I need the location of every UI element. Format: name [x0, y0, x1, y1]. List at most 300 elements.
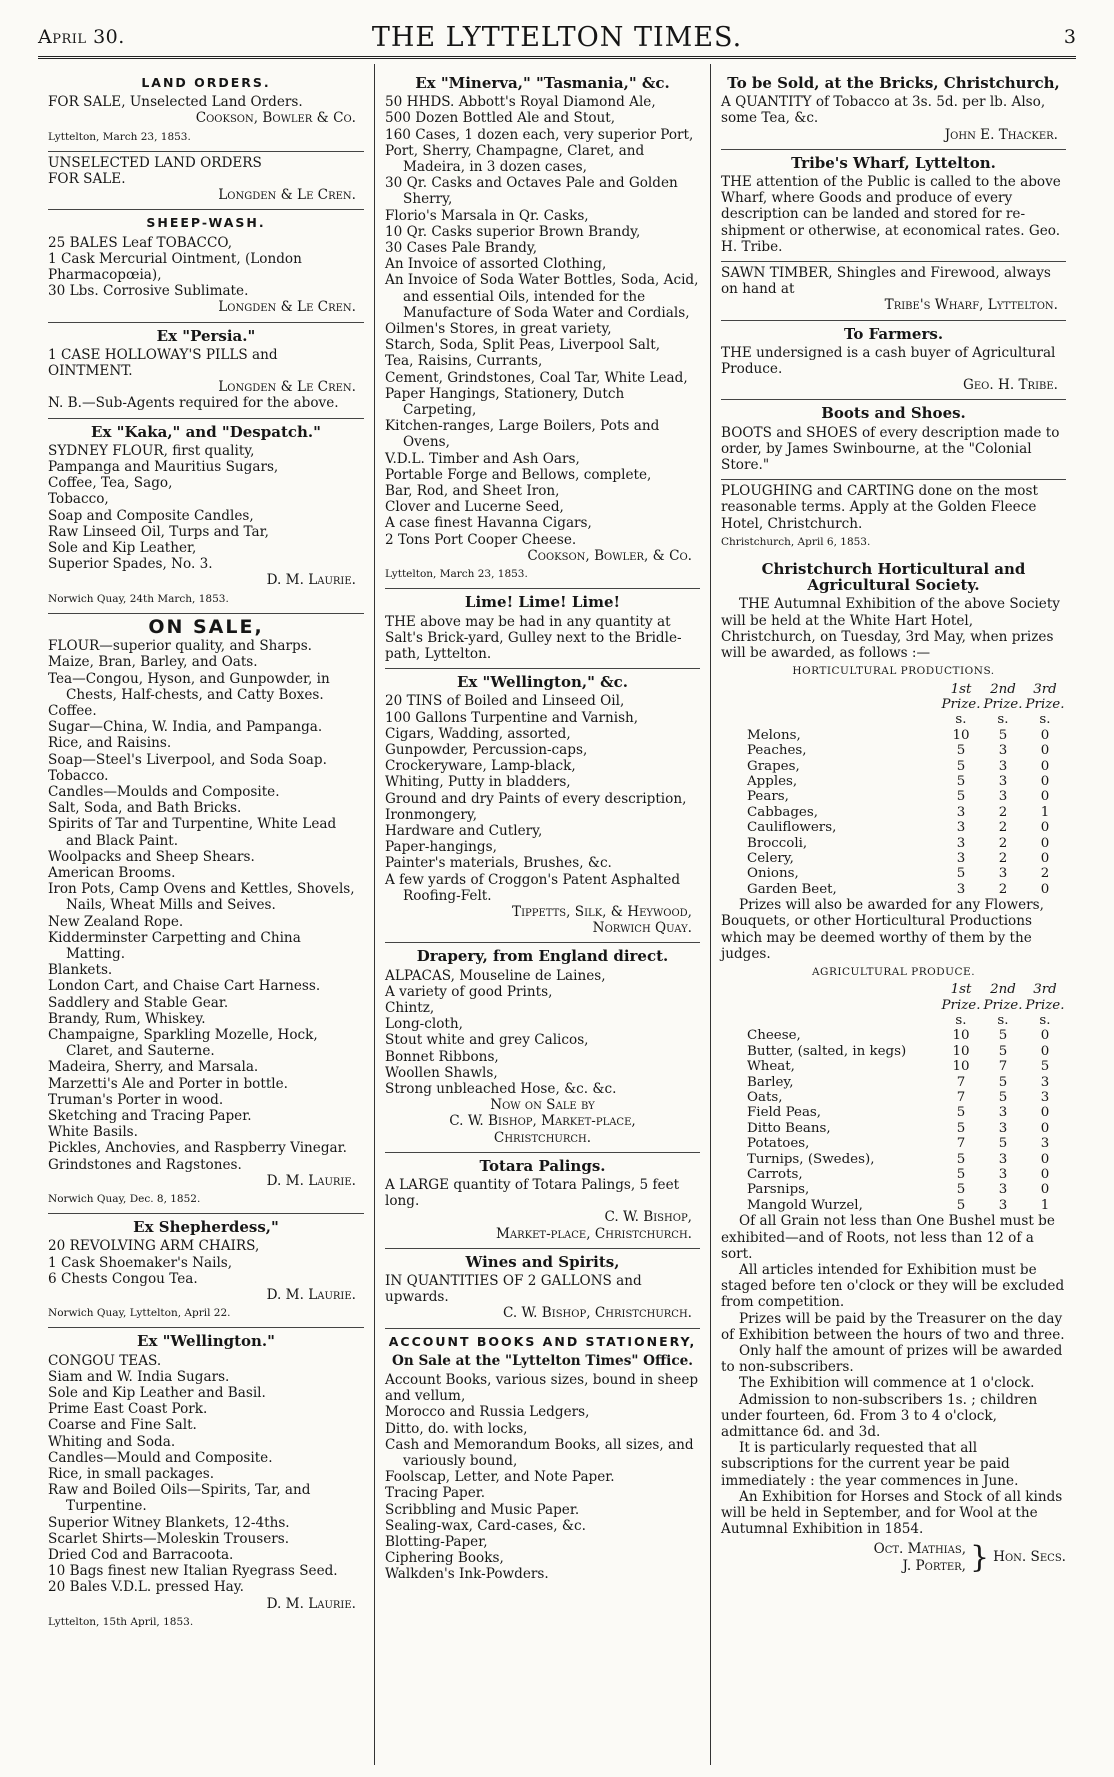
advertisement	[721, 70, 1066, 150]
prize-amount: 0	[1040, 835, 1050, 851]
ad-line: SYDNEY FLOUR, first quality,	[48, 442, 255, 459]
advertisement	[48, 419, 364, 614]
prize-amount: 2	[998, 881, 1008, 897]
ad-line: Tea—Congou, Hyson, and Gunpowder, in Chests, Half-chests, and Catty Boxes.	[48, 670, 330, 703]
prize-amount: 5	[956, 1105, 966, 1121]
prize-amount: 5	[998, 1043, 1008, 1059]
table-row	[721, 1167, 1066, 1182]
ad-line: OINTMENT.	[48, 363, 133, 380]
table-row	[721, 743, 1066, 758]
produce-name: Turnips, (Swedes),	[747, 1151, 875, 1167]
table-header-blank	[721, 697, 940, 712]
ad-line: ALPACAS, Mouseline de Laines,	[385, 967, 606, 984]
ad-line: Tobacco,	[48, 491, 109, 508]
prize-amount: 0	[1040, 881, 1050, 897]
prize-amount: 10	[952, 1059, 970, 1075]
ad-line: Candles—Mould and Composite.	[48, 1449, 273, 1466]
ad-line: Clover and Lucerne Seed,	[385, 499, 564, 516]
ad-line: 10 Bags finest new Italian Ryegrass Seed.	[48, 1563, 338, 1580]
ad-heading: Boots and Shoes.	[821, 404, 966, 423]
ad-line: Cement, Grindstones, Coal Tar, White Lead,	[385, 369, 688, 386]
ad-line: 160 Cases, 1 dozen each, very superior Port,	[385, 126, 694, 143]
secretaries-signature	[721, 1541, 1066, 1573]
ad-heading: ON SALE,	[148, 615, 264, 638]
ad-line: IN QUANTITIES OF 2 GALLONS and upwards.	[385, 1273, 642, 1306]
prize-rank: 2nd	[990, 982, 1016, 998]
ad-line: FLOUR—superior quality, and Sharps.	[48, 638, 313, 655]
ad-line: 50 HHDS. Abbott's Royal Diamond Ale,	[385, 94, 656, 111]
prize-amount: 10	[952, 1028, 970, 1044]
table-row	[721, 1152, 1066, 1167]
ad-line: New Zealand Rope.	[48, 913, 184, 930]
ad-line: 30 Cases Pale Brandy,	[385, 240, 538, 257]
rule-paragraph: Only half the amount of prizes will be awarded to non-subscribers.	[721, 1342, 1063, 1376]
rule-paragraph: Of all Grain not less than One Bushel must be exhibited—and of Roots, not less than 12 of a sort.	[721, 1213, 1055, 1262]
ad-line: Whiting and Soda.	[48, 1433, 176, 1450]
ad-heading: Ex "Kaka," and "Despatch."	[91, 422, 321, 441]
prize-label: Prize.	[1025, 696, 1065, 712]
prize-amount: 5	[998, 1074, 1008, 1090]
horticultural-section-title: HORTICULTURAL PRODUCTIONS.	[792, 665, 995, 678]
table-row	[721, 805, 1066, 820]
ad-line: Sole and Kip Leather and Basil.	[48, 1385, 266, 1402]
produce-name: Melons,	[747, 727, 801, 743]
prize-label: Prize.	[983, 997, 1023, 1013]
rule-paragraph: The Exhibition will commence at 1 o'clock.	[739, 1375, 1035, 1392]
ad-signature: Tribe's Wharf, Lyttelton.	[884, 297, 1058, 314]
table-unit-row	[721, 712, 1066, 727]
prize-amount: 3	[956, 850, 966, 866]
rule-paragraph: All articles intended for Exhibition must be staged before ten o'clock or they will be excluded from competition.	[721, 1261, 1065, 1311]
rule-paragraph: An Exhibition for Horses and Stock of all kinds will be held in September, and for Wool at the Autumnal Exhibition in 1854.	[721, 1488, 1063, 1538]
table-row	[721, 1182, 1066, 1197]
ad-line: Coffee.	[48, 702, 97, 719]
prize-amount: 10	[952, 727, 970, 743]
ad-line: Tobacco.	[48, 767, 109, 784]
ad-line: Blankets.	[48, 962, 113, 979]
table-header-row	[721, 998, 1066, 1013]
prize-rank: 3rd	[1033, 681, 1057, 697]
ad-line: 30 Qr. Casks and Octaves Pale and Golden Sherry,	[385, 175, 678, 208]
advertisement	[48, 210, 364, 322]
ad-line: Woolpacks and Sheep Shears.	[48, 848, 255, 865]
produce-name: Ditto Beans,	[747, 1120, 831, 1136]
advertisement	[385, 589, 700, 669]
ad-line: Raw and Boiled Oils—Spirits, Tar, and Turpentine.	[48, 1482, 311, 1515]
prize-amount: 0	[1040, 1120, 1050, 1136]
ad-line: 20 REVOLVING ARM CHAIRS,	[48, 1238, 260, 1255]
advertisement	[385, 1153, 700, 1249]
ad-line: Whiting, Putty in bladders,	[385, 774, 571, 791]
ad-line: Truman's Porter in wood.	[48, 1091, 224, 1108]
table-row	[721, 882, 1066, 897]
prize-amount: 0	[1040, 1028, 1050, 1044]
ad-heading: Totara Palings.	[479, 1156, 606, 1175]
ad-line: Crockeryware, Lamp-black,	[385, 758, 576, 775]
prize-amount: 0	[1040, 1167, 1050, 1183]
prize-amount: 3	[1040, 1136, 1050, 1152]
advertisement	[48, 614, 364, 1214]
column-3	[710, 64, 1076, 1765]
ad-line: Soap—Steel's Liverpool, and Soda Soap.	[48, 751, 327, 768]
prize-amount: 2	[998, 820, 1008, 836]
table-row	[721, 1090, 1066, 1105]
prize-amount: 0	[1040, 1105, 1050, 1121]
prize-rank: 1st	[950, 982, 972, 998]
prize-amount: 3	[956, 820, 966, 836]
prize-amount: 0	[1040, 789, 1050, 805]
ad-line: Sole and Kip Leather,	[48, 540, 197, 557]
ad-line: Starch, Soda, Split Peas, Liverpool Salt,	[385, 337, 661, 354]
prize-amount: 7	[956, 1090, 966, 1106]
ad-heading: ACCOUNT BOOKS AND STATIONERY,	[388, 1333, 697, 1349]
ad-dateline: Lyttelton, March 23, 1853.	[385, 568, 528, 581]
prize-amount: 3	[998, 1167, 1008, 1183]
advertisement	[721, 480, 1066, 556]
ad-line: Ground and dry Paints of every description,	[385, 790, 687, 807]
ad-line: Spirits of Tar and Turpentine, White Lead and Black Paint.	[48, 816, 337, 849]
ad-signature: Tippetts, Silk, & Heywood,	[512, 903, 692, 920]
ad-heading: LAND ORDERS.	[141, 75, 271, 90]
ad-line: Rice, and Raisins.	[48, 735, 172, 752]
produce-name: Barley,	[747, 1074, 794, 1090]
prize-amount: 3	[998, 866, 1008, 882]
prize-amount: 5	[956, 1120, 966, 1136]
prize-amount: 10	[952, 1043, 970, 1059]
ad-line: Madeira, Sherry, and Marsala.	[48, 1059, 259, 1076]
flowers-note: Prizes will also be awarded for any Flowers, Bouquets, or other Horticultural Productions which may be deemed worthy of them by the judges.	[721, 897, 1044, 962]
table-unit-row	[721, 1013, 1066, 1028]
prize-amount: 0	[1040, 758, 1050, 774]
table-row	[721, 1121, 1066, 1136]
table-header-row	[721, 682, 1066, 697]
ad-line: Port, Sherry, Champagne, Claret, and Madeira, in 3 dozen cases,	[385, 142, 645, 176]
table-row	[721, 1105, 1066, 1120]
prize-amount: 7	[998, 1059, 1008, 1075]
masthead	[38, 22, 1076, 56]
ad-line: Foolscap, Letter, and Note Paper.	[385, 1469, 615, 1486]
ad-line: Siam and W. India Sugars.	[48, 1368, 230, 1385]
ad-dateline: Norwich Quay, Lyttelton, April 22.	[48, 1307, 231, 1320]
ad-seller: Now on Sale by	[490, 1097, 595, 1114]
ad-heading: To be Sold, at the Bricks, Christchurch,	[727, 74, 1060, 92]
prize-amount: 2	[1040, 866, 1050, 882]
ad-line: BOOTS and SHOES of every description made to order, by James Swinbourne, at the "Colonial Store."	[721, 424, 1060, 474]
ad-line: Long-cloth,	[385, 1016, 463, 1033]
table-row	[721, 1136, 1066, 1151]
ad-signature: D. M. Laurie.	[266, 1595, 356, 1612]
prize-amount: 3	[956, 835, 966, 851]
ad-line: CONGOU TEAS.	[48, 1352, 162, 1369]
ad-line: V.D.L. Timber and Ash Oars,	[385, 450, 580, 467]
prize-amount: 3	[998, 1151, 1008, 1167]
ad-line: White Basils.	[48, 1124, 138, 1141]
ad-heading: Ex "Minerva," "Tasmania," &c.	[415, 74, 670, 92]
ad-line: Scribbling and Music Paper.	[385, 1501, 580, 1518]
ad-line: Cash and Memorandum Books, all sizes, and variously bound,	[385, 1436, 694, 1470]
advertisement	[721, 400, 1066, 480]
table-row	[721, 836, 1066, 851]
ad-line: Brandy, Rum, Whiskey.	[48, 1010, 206, 1027]
ad-seller: Christchurch.	[493, 1129, 592, 1146]
advertisement	[385, 669, 700, 943]
ad-line: 10 Qr. Casks superior Brown Brandy,	[385, 223, 641, 240]
ad-note: N. B.—Sub-Agents required for the above.	[48, 395, 339, 412]
produce-name: Cabbages,	[747, 804, 818, 820]
ad-line: Bonnet Ribbons,	[385, 1048, 499, 1065]
prize-amount: 3	[998, 789, 1008, 805]
prize-amount: 0	[1040, 743, 1050, 759]
prize-label: Prize.	[941, 997, 981, 1013]
ad-line: 1 CASE HOLLOWAY'S PILLS and	[48, 346, 278, 363]
page-number: 3	[1063, 26, 1076, 48]
unit-shillings: s.	[955, 712, 967, 728]
ad-signature: Longden & Le Cren.	[218, 299, 356, 316]
prize-amount: 2	[998, 850, 1008, 866]
ad-line: An Invoice of assorted Clothing,	[385, 256, 607, 273]
prize-amount: 5	[956, 866, 966, 882]
ad-heading: SHEEP-WASH.	[146, 215, 266, 231]
ad-line: Raw Linseed Oil, Turps and Tar,	[48, 523, 269, 540]
ad-line: Kidderminster Carpetting and China Matting.	[48, 929, 301, 962]
advertisement	[48, 1328, 364, 1636]
prize-label: Prize.	[1025, 997, 1065, 1013]
table-row	[721, 789, 1066, 804]
ad-heading: Tribe's Wharf, Lyttelton.	[791, 153, 996, 172]
produce-name: Onions,	[747, 866, 799, 882]
ad-line: Gunpowder, Percussion-caps,	[385, 741, 588, 758]
ad-line: Blotting-Paper,	[385, 1534, 488, 1551]
rule-paragraph: Prizes will be paid by the Treasurer on the day of Exhibition between the hours of two and three.	[721, 1310, 1065, 1343]
agricultural-prize-table	[721, 982, 1066, 1213]
ad-line: Florio's Marsala in Qr. Casks,	[385, 207, 589, 224]
prize-amount: 5	[956, 1197, 966, 1213]
prize-amount: 5	[956, 758, 966, 774]
prize-amount: 3	[1040, 1074, 1050, 1090]
prize-amount: 3	[998, 743, 1008, 759]
secretary-2: J. Porter,	[902, 1557, 967, 1574]
ad-line: Walkden's Ink-Powders.	[385, 1566, 549, 1583]
prize-amount: 5	[998, 1136, 1008, 1152]
prize-amount: 0	[1040, 850, 1050, 866]
ad-line: Grindstones and Ragstones.	[48, 1156, 242, 1173]
prize-amount: 5	[956, 773, 966, 789]
ad-line: A case finest Havanna Cigars,	[385, 515, 592, 532]
prize-amount: 5	[998, 1090, 1008, 1106]
ad-dateline: Lyttelton, March 23, 1853.	[48, 130, 191, 143]
ad-signature: C. W. Bishop,	[604, 1209, 692, 1226]
advertisement	[48, 323, 364, 419]
ad-line: A LARGE quantity of Totara Palings, 5 feet long.	[385, 1177, 680, 1210]
ad-dateline: Norwich Quay, 24th March, 1853.	[48, 592, 229, 605]
table-header-blank	[721, 1013, 940, 1028]
ad-heading: Ex "Persia."	[156, 326, 256, 345]
table-row	[721, 851, 1066, 866]
table-row	[721, 774, 1066, 789]
ad-signature: Cookson, Bowler & Co.	[195, 110, 356, 127]
produce-name: Butter, (salted, in kegs)	[747, 1043, 907, 1059]
prize-amount: 5	[998, 1028, 1008, 1044]
ad-line: FOR SALE, Unselected Land Orders.	[48, 94, 303, 111]
prize-amount: 5	[956, 789, 966, 805]
ad-line: Soap and Composite Candles,	[48, 507, 254, 524]
ad-line: 20 TINS of Boiled and Linseed Oil,	[385, 693, 625, 710]
ad-line: Tea, Raisins, Currants,	[385, 353, 543, 370]
ad-line: 100 Gallons Turpentine and Varnish,	[385, 709, 639, 726]
ad-signature-address: Market-place, Christchurch.	[495, 1225, 692, 1242]
ad-line: THE above may be had in any quantity at Salt's Brick-yard, Gulley next to the Bridle-path, Lyttelton.	[385, 613, 682, 662]
hon-secs-label: Hon. Secs.	[993, 1549, 1066, 1566]
prize-amount: 5	[956, 1182, 966, 1198]
prize-amount: 5	[956, 743, 966, 759]
prize-amount: 2	[998, 835, 1008, 851]
ad-seller: C. W. Bishop, Market-place,	[449, 1113, 636, 1130]
ad-line: THE undersigned is a cash buyer of Agricultural Produce.	[721, 344, 1056, 378]
prize-rank: 2nd	[990, 681, 1016, 697]
ad-line: UNSELECTED LAND ORDERS	[48, 154, 262, 171]
ad-signature: D. M. Laurie.	[266, 1172, 356, 1189]
advertisement	[48, 70, 364, 152]
advertisement	[48, 1214, 364, 1328]
produce-name: Field Peas,	[747, 1105, 822, 1121]
unit-shillings: s.	[1039, 712, 1051, 728]
ad-heading: Lime! Lime! Lime!	[464, 593, 621, 612]
produce-name: Wheat,	[747, 1059, 795, 1075]
ad-line: Ciphering Books,	[385, 1550, 504, 1567]
ad-line: Account Books, various sizes, bound in sheep and vellum,	[385, 1372, 699, 1405]
table-header-blank	[721, 682, 940, 697]
prize-label: Prize.	[983, 696, 1023, 712]
ad-line: A QUANTITY of Tobacco at 3s. 5d. per lb. Also, some Tea, &c.	[721, 94, 1046, 127]
prize-rank: 1st	[950, 681, 972, 697]
prize-amount: 7	[956, 1074, 966, 1090]
society-intro: THE Autumnal Exhibition of the above Society will be held at the White Hart Hotel, Christchurch, on Tuesday, 3rd May, when prizes will be awarded, as follows :—	[721, 596, 1060, 662]
ad-signature: C. W. Bishop, Christchurch.	[502, 1305, 692, 1322]
prize-amount: 5	[956, 1167, 966, 1183]
ad-line: Saddlery and Stable Gear.	[48, 994, 229, 1011]
ad-line: 20 Bales V.D.L. pressed Hay.	[48, 1579, 244, 1596]
rule-paragraph: Admission to non-subscribers 1s. ; children under fourteen, 6d. From 3 to 4 o'clock, admittance 6d. and 3d.	[721, 1391, 1038, 1440]
ad-heading: Ex Shepherdess,"	[133, 1218, 279, 1237]
ad-line: A few yards of Croggon's Patent Asphalted Roofing-Felt.	[385, 871, 681, 904]
advertisement	[48, 152, 364, 211]
ad-signature: Cookson, Bowler, & Co.	[527, 547, 692, 564]
ad-line: Salt, Soda, and Bath Bricks.	[48, 800, 242, 817]
ad-subheading: On Sale at the "Lyttelton Times" Office.	[392, 1352, 693, 1369]
produce-name: Apples,	[747, 773, 798, 789]
produce-name: Pears,	[747, 789, 789, 805]
table-row	[721, 866, 1066, 881]
prize-amount: 5	[956, 1151, 966, 1167]
ad-line: Dried Cod and Barracoota.	[48, 1547, 234, 1564]
ad-heading: To Farmers.	[843, 324, 944, 343]
table-row	[721, 759, 1066, 774]
ad-line: FOR SALE.	[48, 171, 126, 188]
rule-paragraph: It is particularly requested that all subscriptions for the current year be paid immediately : the year commences in June.	[721, 1440, 1019, 1489]
ad-line: Tracing Paper.	[385, 1485, 486, 1502]
ad-signature-address: Norwich Quay.	[592, 920, 692, 937]
prize-amount: 3	[998, 773, 1008, 789]
prize-amount: 2	[998, 804, 1008, 820]
prize-amount: 1	[1040, 804, 1050, 820]
ad-line: Superior Witney Blankets, 12-4ths.	[48, 1514, 290, 1531]
ad-signature: D. M. Laurie.	[266, 1287, 356, 1304]
ad-line: Morocco and Russia Ledgers,	[385, 1404, 590, 1421]
ad-line: A variety of good Prints,	[385, 983, 553, 1000]
ad-signature: Geo. H. Tribe.	[962, 377, 1058, 394]
horticultural-prize-table	[721, 682, 1066, 898]
prize-amount: 3	[956, 804, 966, 820]
prize-amount: 3	[998, 758, 1008, 774]
page-columns	[38, 64, 1076, 1765]
ad-line: Painter's materials, Brushes, &c.	[385, 855, 612, 872]
unit-shillings: s.	[1039, 1013, 1051, 1029]
advertisement	[385, 943, 700, 1152]
newspaper-title: THE LYTTELTON TIMES.	[371, 22, 743, 53]
ad-line: Ironmongery,	[385, 806, 478, 823]
ad-line: 6 Chests Congou Tea.	[48, 1270, 198, 1287]
advertisement	[721, 150, 1066, 262]
prize-amount: 1	[1040, 1197, 1050, 1213]
table-header-blank	[721, 982, 940, 997]
ad-line: Marzetti's Ale and Porter in bottle.	[48, 1075, 289, 1092]
ad-line: Bar, Rod, and Sheet Iron,	[385, 483, 560, 500]
ad-line: Scarlet Shirts—Moleskin Trousers.	[48, 1530, 290, 1547]
table-row	[721, 1028, 1066, 1043]
produce-name: Celery,	[747, 850, 794, 866]
prize-label: Prize.	[941, 696, 981, 712]
ad-dateline: Norwich Quay, Dec. 8, 1852.	[48, 1193, 201, 1205]
table-row	[721, 1198, 1066, 1213]
brace: }	[970, 1539, 990, 1575]
ad-line: Paper-hangings,	[385, 839, 497, 856]
prize-amount: 0	[1040, 820, 1050, 836]
advertisement	[385, 1329, 700, 1589]
ad-line: Prime East Coast Pork.	[48, 1401, 208, 1418]
ad-line: Pickles, Anchovies, and Raspberry Vinegar.	[48, 1140, 347, 1157]
prize-amount: 3	[998, 1120, 1008, 1136]
ad-line: Iron Pots, Camp Ovens and Kettles, Shovels, Nails, Wheat Mills and Seives.	[48, 881, 355, 914]
ad-line: Chintz,	[385, 999, 435, 1016]
produce-name: Carrots,	[747, 1167, 803, 1183]
prize-amount: 3	[998, 1197, 1008, 1213]
ad-heading: Drapery, from England direct.	[416, 947, 669, 966]
produce-name: Grapes,	[747, 758, 800, 774]
unit-shillings: s.	[955, 1013, 967, 1029]
column-2	[374, 64, 710, 1765]
prize-amount: 0	[1040, 773, 1050, 789]
ad-line: Ditto, do. with locks,	[385, 1420, 528, 1437]
ad-line: SAWN TIMBER, Shingles and Firewood, always on hand at	[721, 265, 1051, 298]
prize-amount: 0	[1040, 1182, 1050, 1198]
produce-name: Cheese,	[747, 1028, 801, 1044]
prize-amount: 5	[998, 727, 1008, 743]
prize-amount: 3	[998, 1182, 1008, 1198]
table-header-blank	[721, 998, 940, 1013]
ad-line: Cigars, Wadding, assorted,	[385, 725, 571, 742]
secretary-1: Oct. Mathias,	[873, 1541, 967, 1558]
ad-heading: Ex "Wellington."	[137, 1332, 275, 1351]
ad-dateline: Lyttelton, 15th April, 1853.	[48, 1615, 194, 1628]
ad-line: Stout white and grey Calicos,	[385, 1032, 589, 1049]
ad-line: Pampanga and Mauritius Sugars,	[48, 459, 279, 476]
ad-signature: Longden & Le Cren.	[218, 379, 356, 396]
unit-shillings: s.	[997, 712, 1009, 728]
horticultural-society-notice	[721, 556, 1066, 1580]
ad-line: Oilmen's Stores, in great variety,	[385, 321, 612, 338]
masthead-rule	[38, 56, 1076, 59]
table-header-blank	[721, 712, 940, 727]
